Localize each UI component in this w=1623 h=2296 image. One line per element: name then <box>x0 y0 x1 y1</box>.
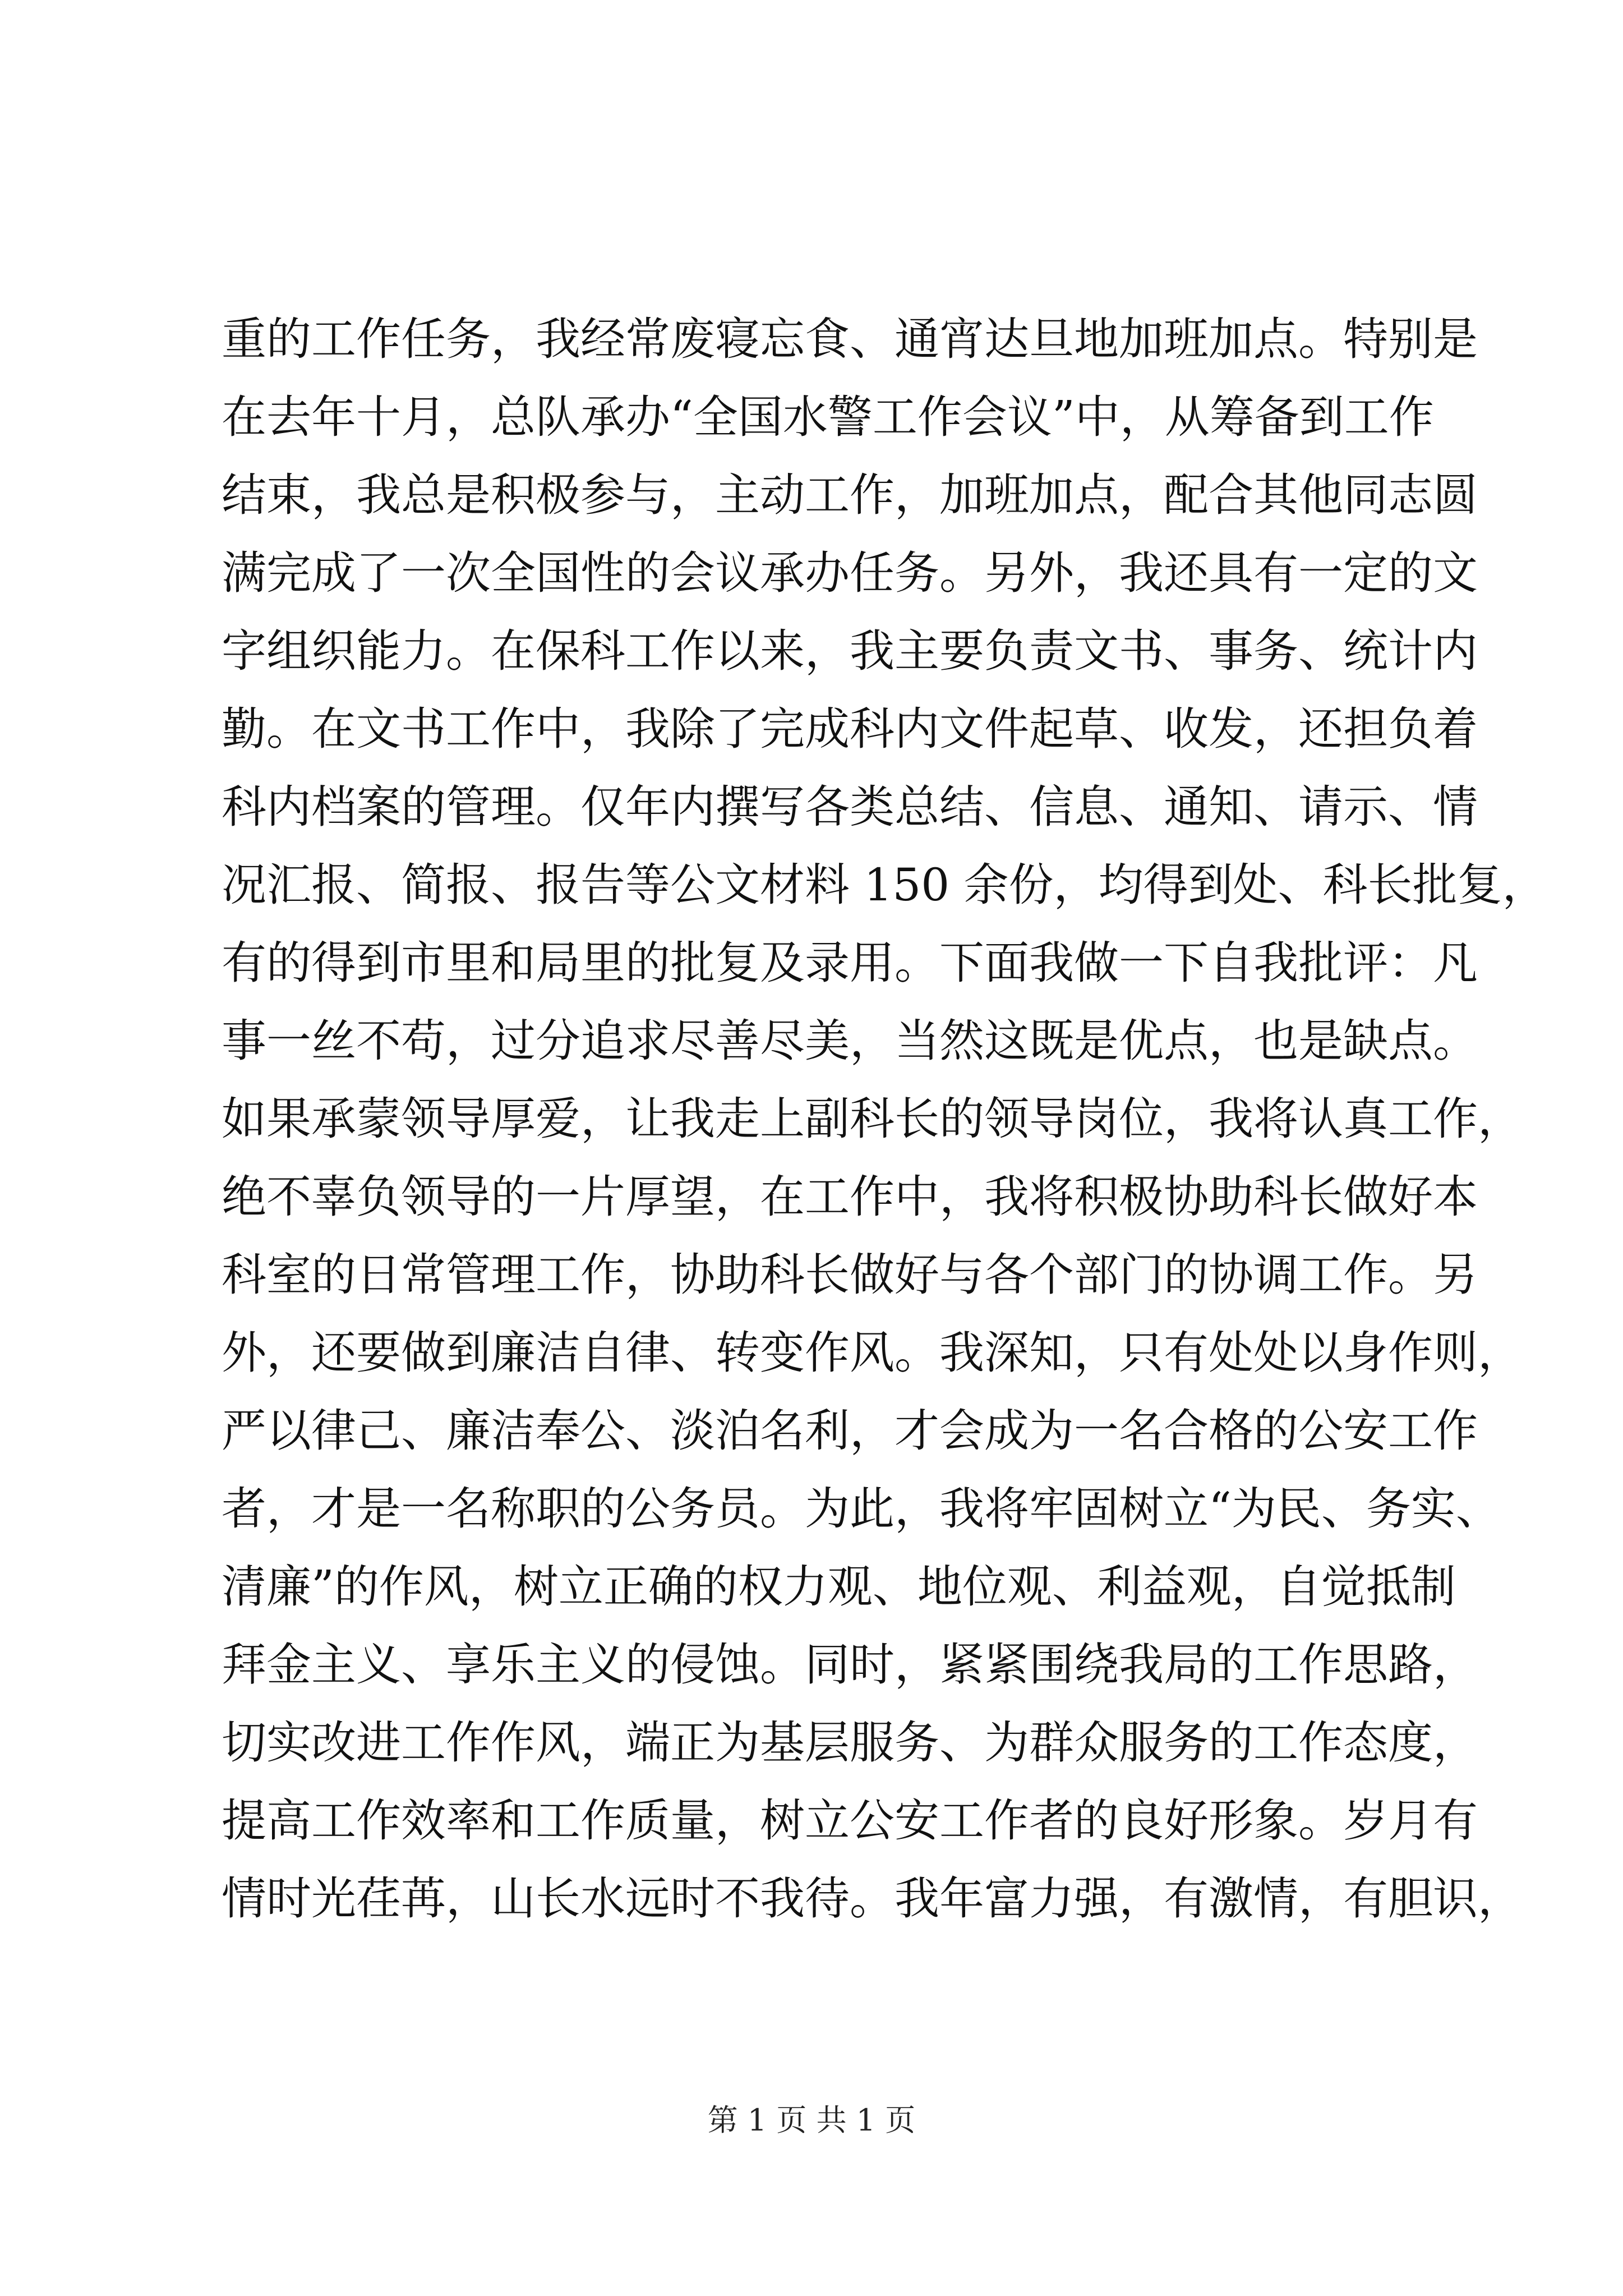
text-line: 况汇报、简报、报告等公文材料 150 余份，均得到处、科长批复， <box>222 859 1547 911</box>
text-line: 情时光荏苒，山长水远时不我待。我年富力强，有激情，有胆识， <box>222 1872 1523 1925</box>
text-line: 者，才是一名称职的公务员。为此，我将牢固树立“为民、务实、 <box>222 1483 1501 1535</box>
text-line: 有的得到市里和局里的批复及录用。下面我做一下自我批评：凡 <box>222 937 1478 989</box>
text-line: 科室的日常管理工作，协助科长做好与各个部门的协调工作。另 <box>222 1249 1478 1301</box>
text-line: 绝不辜负领导的一片厚望，在工作中，我将积极协助科长做好本 <box>222 1171 1478 1223</box>
text-line: 重的工作任务，我经常废寝忘食、通宵达旦地加班加点。特别是 <box>222 313 1478 365</box>
text-line: 科内档案的管理。仅年内撰写各类总结、信息、通知、请示、情 <box>222 781 1478 833</box>
text-line: 外，还要做到廉洁自律、转变作风。我深知，只有处处以身作则， <box>222 1327 1523 1379</box>
text-line: 拜金主义、享乐主义的侵蚀。同时，紧紧围绕我局的工作思路， <box>222 1639 1478 1691</box>
text-line: 提高工作效率和工作质量，树立公安工作者的良好形象。岁月有 <box>222 1795 1478 1847</box>
body-text <box>222 300 1547 1938</box>
text-line: 结束，我总是积极参与，主动工作，加班加点，配合其他同志圆 <box>222 469 1478 521</box>
text-line: 切实改进工作作风，端正为基层服务、为群众服务的工作态度， <box>222 1717 1478 1769</box>
text-line: 事一丝不苟，过分追求尽善尽美，当然这既是优点，也是缺点。 <box>222 1015 1478 1067</box>
text-line: 严以律己、廉洁奉公、淡泊名利，才会成为一名合格的公安工作 <box>222 1405 1478 1457</box>
page-footer <box>0 2101 1623 2140</box>
text-line: 如果承蒙领导厚爱，让我走上副科长的领导岗位，我将认真工作， <box>222 1093 1523 1145</box>
text-line: 字组织能力。在保科工作以来，我主要负责文书、事务、统计内 <box>222 625 1478 677</box>
text-line: 勤。在文书工作中，我除了完成科内文件起草、收发，还担负着 <box>222 703 1478 755</box>
page-number: 第 1 页 共 1 页 <box>707 2102 916 2138</box>
text-line: 清廉”的作风，树立正确的权力观、地位观、利益观，自觉抵制 <box>222 1561 1456 1613</box>
text-line: 满完成了一次全国性的会议承办任务。另外，我还具有一定的文 <box>222 547 1478 599</box>
text-line: 在去年十月，总队承办“全国水警工作会议”中，从筹备到工作 <box>222 391 1434 443</box>
